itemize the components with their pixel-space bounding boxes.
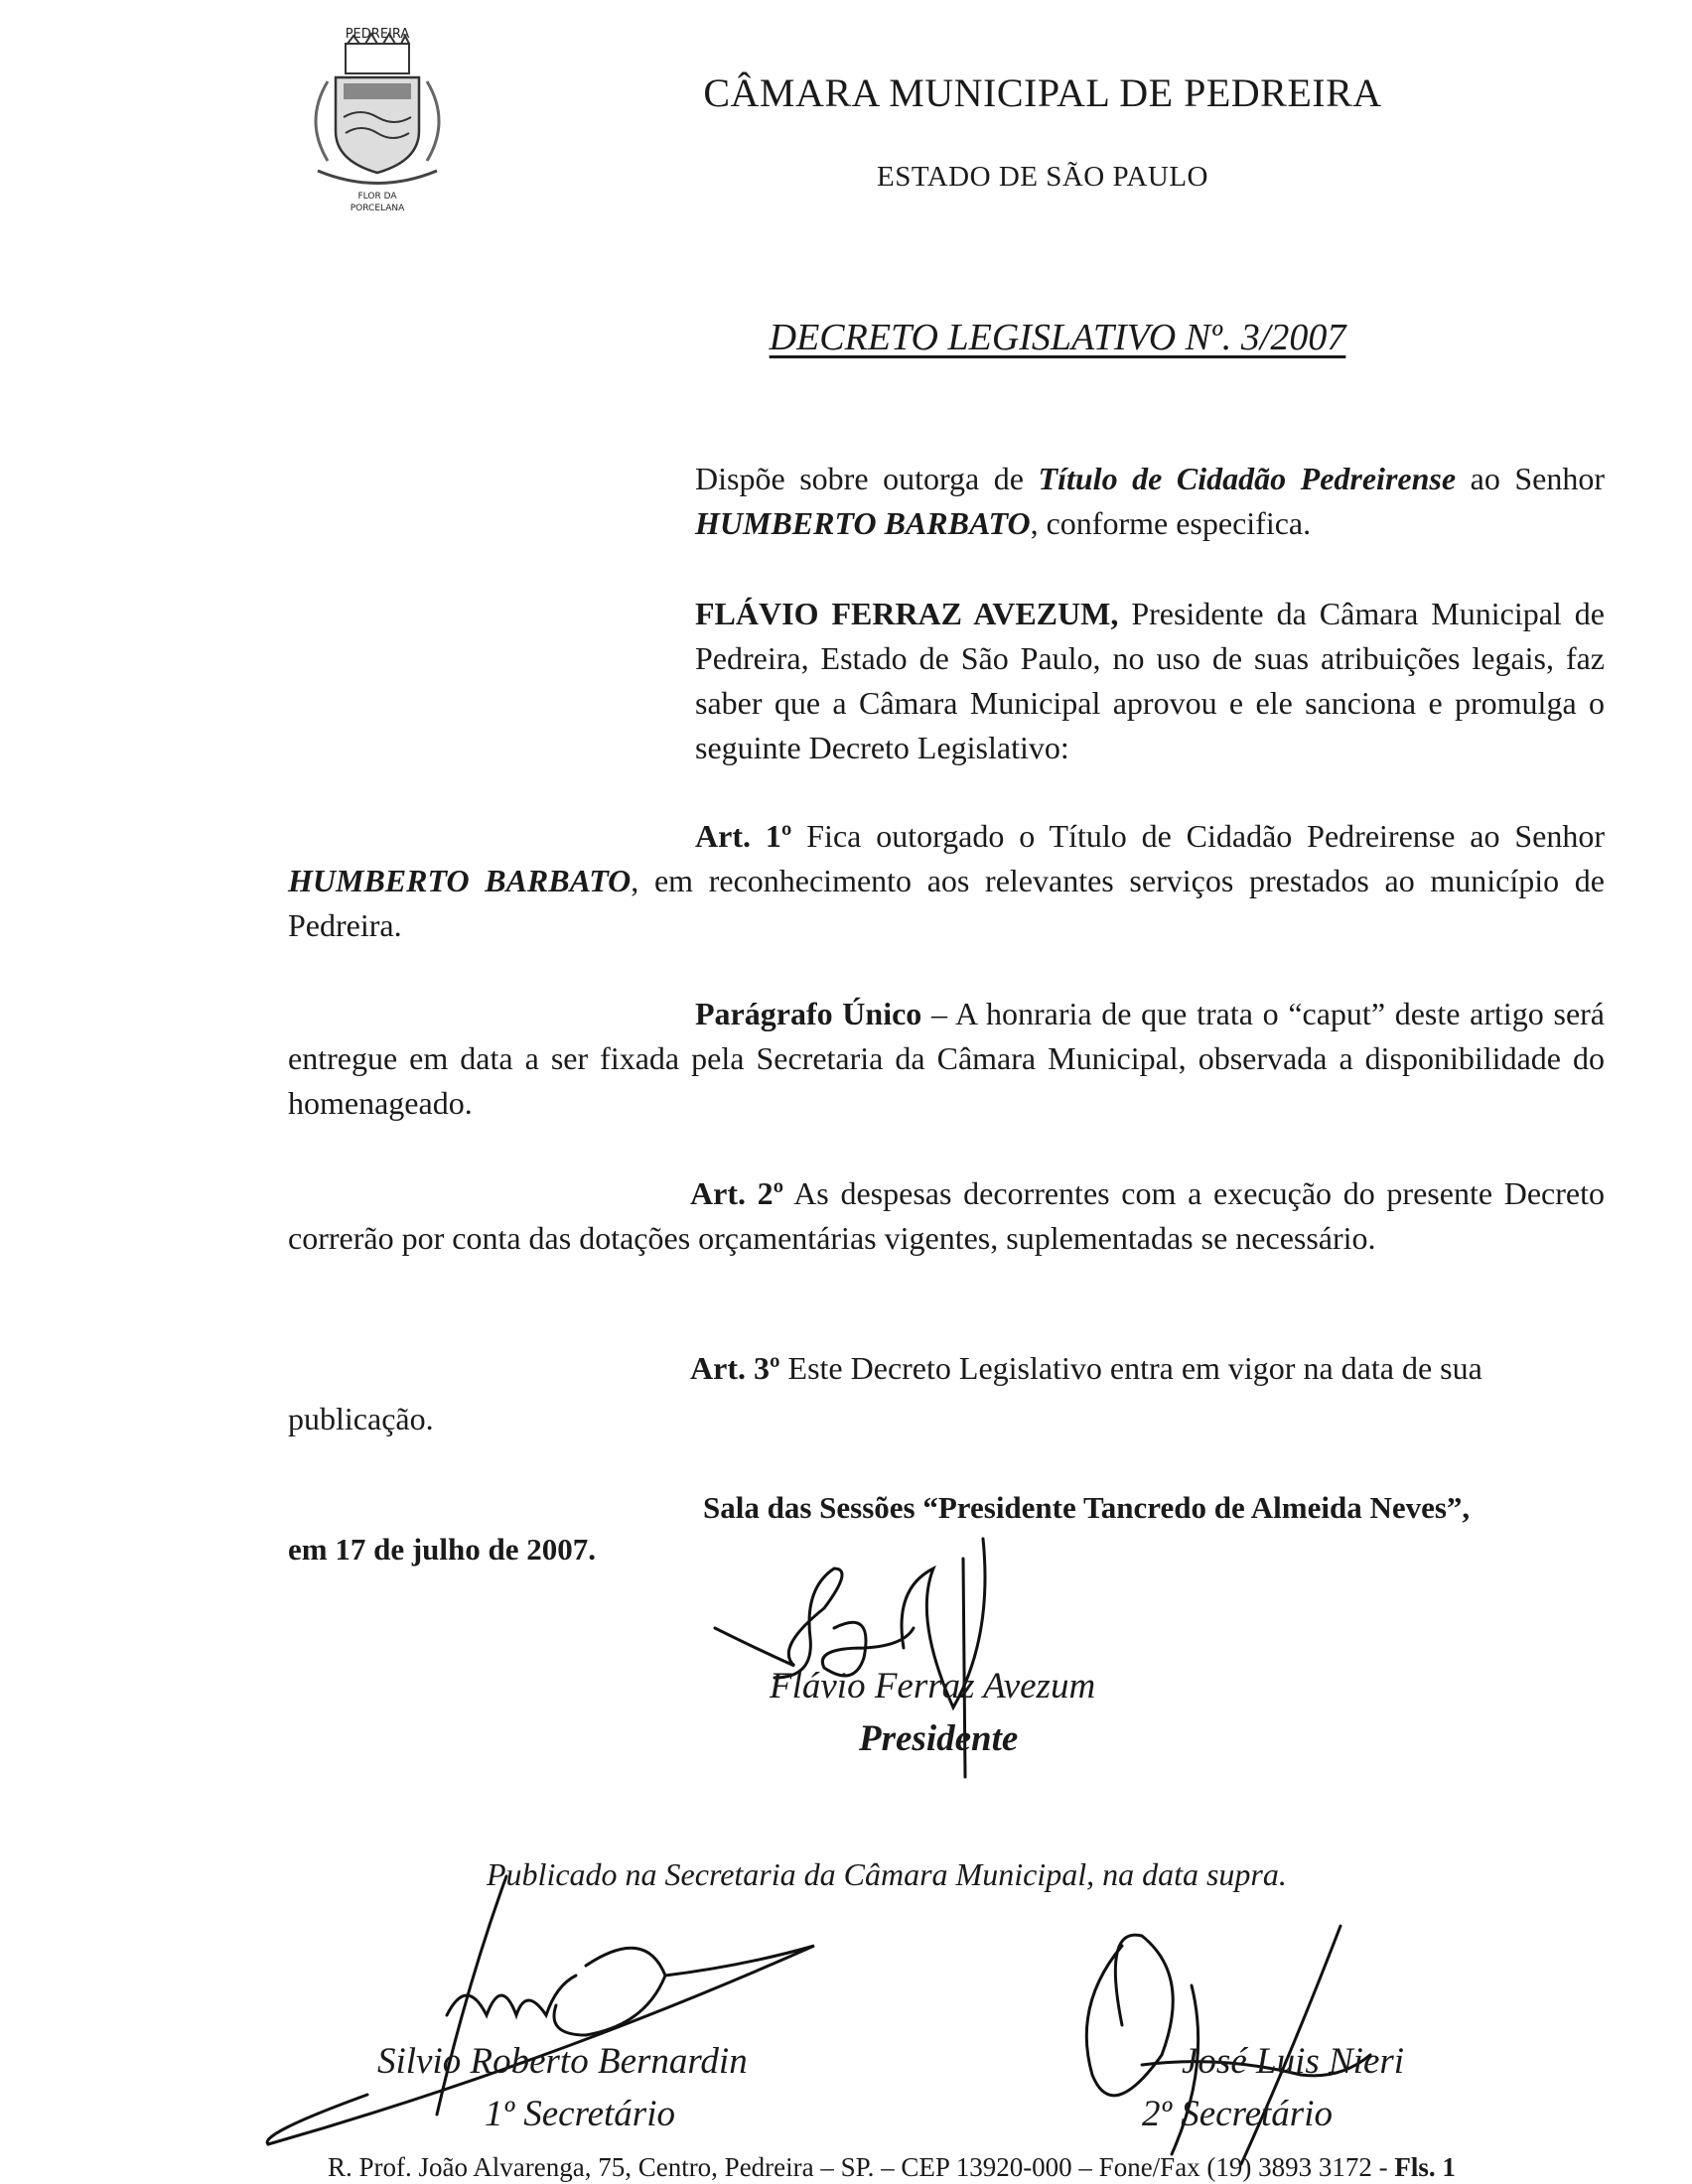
preamble-text: Presidente da Câmara Municipal de Pedreira, Estado de São Paulo, no uso de suas atribuições legais, faz saber que a Câmara Municipal aprovou e ele sanciona e promulga o seguinte Decreto Legislativo: — [695, 596, 1606, 765]
footer-address-text: R. Prof. João Alvarenga, 75, Centro, Pedreira – SP. – CEP 13920-000 – Fone/Fax (19) 3893 3172 - — [328, 2152, 1395, 2182]
article-2-label: Art. 2º — [690, 1175, 784, 1211]
article-2-text: As despesas decorrentes com a execução do presente Decreto correrão por conta das dotações orçamentárias vigentes, suplementadas se necessário. — [288, 1175, 1606, 1256]
article-3-label: Art. 3º — [690, 1350, 780, 1386]
session-hall: Sala das Sessões “Presidente Tancredo de Almeida Neves”, — [703, 1490, 1471, 1525]
publication-note: Publicado na Secretaria da Câmara Municipal, na data supra. — [487, 1856, 1287, 1892]
ementa-paragraph — [695, 457, 1605, 546]
first-secretary-name: Silvio Roberto Bernardin — [377, 2041, 748, 2082]
article-1-text1: Fica outorgado o Título de Cidadão Pedreirense ao Senhor — [791, 818, 1605, 854]
decree-title: DECRETO LEGISLATIVO Nº. 3/2007 — [769, 317, 1346, 358]
chamber-title: CÂMARA MUNICIPAL DE PEDREIRA — [703, 70, 1382, 115]
paragraph-unico-text: – A honraria de que trata o “caput” deste artigo será entregue em data a ser fixada pela Secretaria da Câmara Municipal, observada a disponibilidade do homenageado. — [288, 996, 1606, 1121]
article-1-label: Art. 1º — [695, 818, 792, 854]
second-secretary-role: 2º Secretário — [1142, 2094, 1333, 2134]
article-3-continuation: publicação. — [288, 1401, 434, 1436]
paragraph-unico — [288, 992, 1605, 1126]
crest-top-text: PEDREIRA — [345, 27, 410, 42]
ementa-part2: ao Senhor — [1456, 461, 1606, 496]
second-secretary-name: José Luis Nieri — [1182, 2041, 1405, 2082]
article-1 — [288, 814, 1605, 948]
paragraph-unico-label: Parágrafo Único — [695, 996, 922, 1031]
article-2 — [288, 1171, 1605, 1261]
article-1-name: HUMBERTO BARBATO — [288, 863, 632, 898]
footer-address — [328, 2152, 1456, 2183]
ementa-part3: , conforme especifica. — [1030, 505, 1312, 541]
ementa-honor: Título de Cidadão Pedreirense — [1038, 461, 1457, 496]
preamble-president: FLÁVIO FERRAZ AVEZUM, — [695, 596, 1119, 631]
president-name: Flávio Ferraz Avezum — [770, 1666, 1096, 1706]
session-date: em 17 de julho de 2007. — [288, 1532, 596, 1567]
crest-bottom-text-1: FLOR DA — [357, 192, 397, 202]
article-3-text: Este Decreto Legislativo entra em vigor na data de sua — [779, 1350, 1482, 1386]
president-role: Presidente — [859, 1718, 1019, 1759]
first-secretary-role: 1º Secretário — [485, 2094, 675, 2134]
article-1-text2: , em reconhecimento aos relevantes serviços prestados ao município de Pedreira. — [288, 863, 1605, 943]
preamble-paragraph — [695, 592, 1605, 770]
ementa-part1: Dispõe sobre outorga de — [695, 461, 1039, 496]
article-3 — [288, 1346, 1605, 1391]
ementa-honoree: HUMBERTO BARBATO — [695, 505, 1031, 541]
crest-bottom-text-2: PORCELANA — [350, 204, 405, 213]
page-number: Fls. 1 — [1394, 2152, 1456, 2182]
state-subtitle: ESTADO DE SÃO PAULO — [877, 161, 1208, 193]
